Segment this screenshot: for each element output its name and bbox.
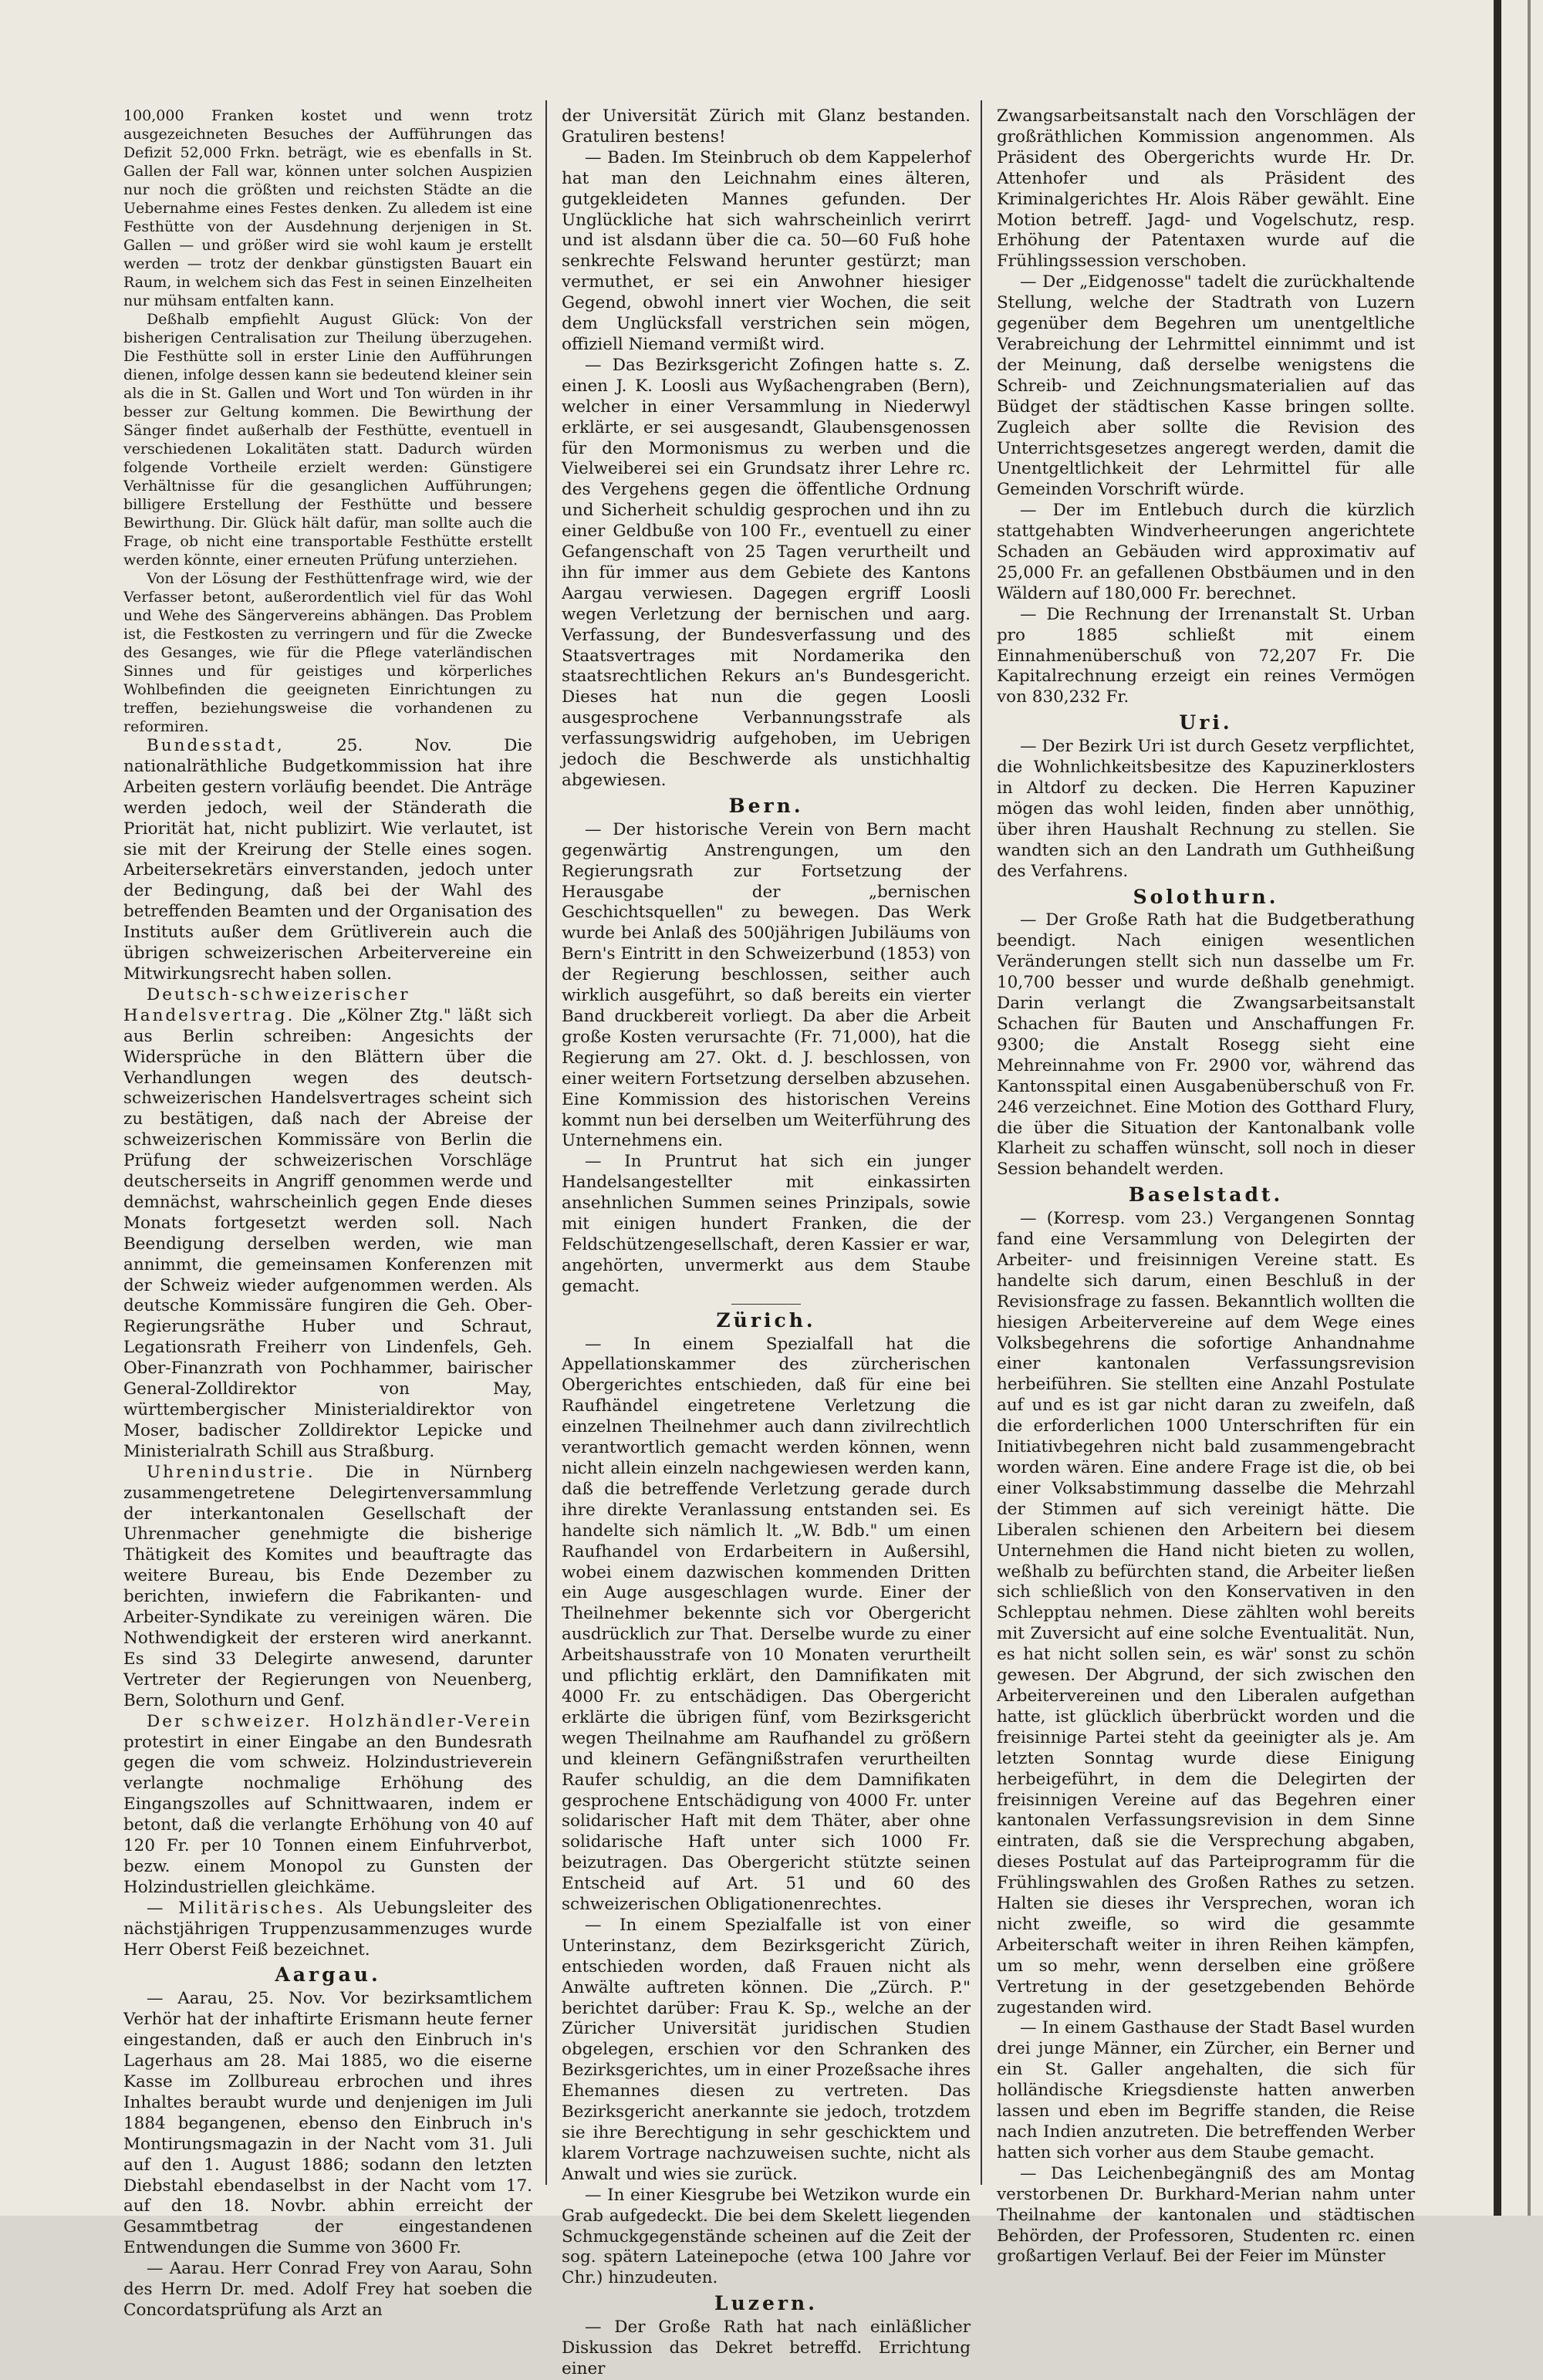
article-uhrenindustrie	[123, 1463, 532, 1712]
paragraph: — Der historische Verein von Bern macht gegenwärtig Anstrengungen, um den Regierungsrath zur Fortsetzung der Herausgabe der „bernischen Geschichtsquellen" zu bewegen. Das Werk wurde bei Anlaß des 500jährigen Jubiläums von Bern's Eintritt in den Schweizerbund (1853) von der Regierung beschlossen, seither auch wirklich ausgeführt, so daß bereits ein vierter Band druckbereit vorliegt. Da aber die Arbeit große Kosten verursachte (Fr. 71,000), hat die Regierung am 27. Okt. d. J. beschlossen, von einer weitern Fortsetzung derselben abzusehen. Eine Kommission des historischen Vereins kommt nun bei derselben um Weiterführung des Unternehmens ein.	[562, 819, 971, 1151]
article-lead: — Militärisches.	[147, 1898, 326, 1918]
article-body: 25. Nov. Die nationalräthliche Budgetkommission hat ihre Arbeiten gestern vorläufig beendet. Die Anträge werden jedoch, weil der Ständerath die Priorität hat, nicht publizirt. Wie verlautet, ist sie mit der Kreirung der Stelle eines sogen. Arbeitersekretärs einverstanden, jedoch unter der Bedingung, daß bei der Wahl des betreffenden Beamten und der Organisation des Instituts außer dem Grütliverein auch die übrigen schweizerischen Arbeitervereine ein Mitwirkungsrecht haben sollen.	[123, 736, 532, 984]
section-heading-uri: Uri.	[1179, 711, 1233, 734]
paragraph: — Die Rechnung der Irrenanstalt St. Urban pro 1885 schließt mit einem Einnahmenüberschuß von 72,207 Fr. Die Kapitalrechnung erzeigt ein reines Vermögen von 830,232 Fr.	[997, 604, 1415, 707]
column-rule	[545, 100, 547, 2185]
paragraph: — In einem Spezialfall hat die Appellationskammer des zürcherischen Obergerichtes entschieden, daß für eine bei Raufhändel eingetretene Verletzung die einzelnen Theilnehmer auch dann zivilrechtlich verantwortlich gemacht werden können, wenn nicht allein einzeln nachgewiesen werden kann, daß die betreffende Verletzung gerade durch ihre direkte Veranlassung entstanden sei. Es handelte sich nämlich lt. „W. Bdb." um einen Raufhandel von Erdarbeitern in Außersihl, wobei einem dazwischen kommenden Dritten ein Auge ausgeschlagen wurde. Einer der Theilnehmer bekennte sich vor Obergericht ausdrücklich zur That. Derselbe wurde zu einer Arbeitshausstrafe von 10 Monaten verurtheilt und pflichtig erklärt, den Damnifikaten mit 4000 Fr. zu entschädigen. Das Obergericht erklärte die übrigen fünf, vom Bezirksgericht wegen Theilnahme am Raufhandel zu größern und kleinern Gefängnißstrafen verurtheilten Raufer schuldig, an die dem Damnifikaten gesprochene Entschädigung von 4000 Fr. unter solidarischer Haft mit dem Thäter, aber ohne solidarische Haft unter sich 1000 Fr. beizutragen. Das Obergericht stützte seinen Entscheid auf Art. 51 und 60 des schweizerischen Obligationenrechtes.	[562, 1334, 971, 1915]
paragraph: der Universität Zürich mit Glanz bestanden. Gratuliren bestens!	[562, 106, 971, 147]
page-edge	[1494, 0, 1543, 2216]
article-militaerisches	[123, 1899, 532, 1961]
paragraph: — In Pruntrut hat sich ein junger Handelsangestellter mit einkassirten ansehnlichen Summen seines Prinzipals, sowie mit einigen hundert Franken, die der Feldschützengesellschaft, deren Kassier er war, angehörten, unvermerkt aus dem Staube gemacht.	[562, 1152, 971, 1296]
article-bundesstadt	[123, 736, 532, 985]
paragraph: 100,000 Franken kostet und wenn trotz ausgezeichneten Besuches der Aufführungen das Defizit 52,000 Frkn. beträgt, wie es ebenfalls in St. Gallen der Fall war, können unter solchen Auspizien nur noch die größten und reichsten Städte an die Uebernahme eines Festes denken. Zu alledem ist eine Festhütte von der Ausdehnung derjenigen in St. Gallen — und größer wird sie wohl kaum je erstellt werden — trotz der denkbar günstigsten Bauart ein Raum, in welchem sich das Fest in seinen Einzelheiten nur mühsam entfalten kann.	[123, 107, 532, 309]
paragraph: Deßhalb empfiehlt August Glück: Von der bisherigen Centralisation zur Theilung überzugehen. Die Festhütte soll in erster Linie den Aufführungen dienen, infolge dessen kann sie bedeutend kleiner sein als die in St. Gallen und Wort und Ton würden in ihr besser zur Geltung kommen. Die Bewirthung der Sänger findet außerhalb der Festhütte, eventuell in verschiedenen Lokalitäten statt. Dadurch würden folgende Vortheile erzielt werden: Günstigere Verhältnisse für die gesanglichen Aufführungen; billigere Erstellung der Festhütte und bessere Bewirthung. Dir. Glück hält dafür, man sollte auch die Frage, ob nicht eine transportable Festhütte erstellt werden könnte, einer erneuten Prüfung unterziehen.	[123, 311, 532, 569]
article-lead: Der schweizer. Holzhändler-Verein	[147, 1711, 532, 1731]
paragraph: Von der Lösung der Festhüttenfrage wird, wie der Verfasser betont, außerordentlich viel für das Wohl und Wehe des Sängervereins abhängen. Das Problem ist, die Festkosten zu verringern und für die Zwecke des Gesanges, wie für die Pflege vaterländischen Sinnes und für geistiges und körperliches Wohlbefinden die geeigneten Einrichtungen zu treffen, beziehungsweise die vorhandenen zu reformiren.	[123, 570, 532, 735]
article-handelsvertrag	[123, 985, 532, 1463]
paragraph: — Der Große Rath hat nach einläßlicher Diskussion das Dekret betreffd. Errichtung einer	[562, 2318, 971, 2378]
paragraph: — Der Große Rath hat die Budgetberathung beendigt. Nach einigen wesentlichen Veränderungen stellt sich nun dasselbe um Fr. 10,700 besser und wurde deßhalb genehmigt. Darin verlangt die Zwangsarbeitsanstalt Schachen für Bauten und Anschaffungen Fr. 9300; die Anstalt Rosegg sieht eine Mehreinnahme von Fr. 2900 vor, während das Kantonsspital einen Ausgabenüberschuß von Fr. 246 verzeichnet. Eine Motion des Gotthard Flury, die über die Situation der Kantonalbank volle Klarheit zu schaffen wünscht, soll noch in dieser Session behandelt werden.	[997, 910, 1415, 1180]
section-heading-bern: Bern.	[728, 794, 804, 817]
article-body: Als Uebungsleiter des nächstjährigen Truppenzusammenzuges wurde Herr Oberst Feiß bezeichnet.	[123, 1898, 532, 1960]
section-heading-baselstadt: Baselstadt.	[1128, 1183, 1284, 1207]
article-body: protestirt in einer Eingabe an den Bundesrath gegen die vom schweiz. Holzindustrieverein verlangte nochmalige Erhöhung des Eingangszolles auf Schnittwaaren, indem er betont, daß die verlangte Erhöhung von 40 auf 120 Fr. per 10 Tonnen einem Einfuhrverbot, bezw. einem Monopol zu Gunsten der Holzindustriellen gleichkäme.	[123, 1732, 532, 1897]
paragraph: — Aarau. Herr Conrad Frey von Aarau, Sohn des Herrn Dr. med. Adolf Frey hat soeben die Concordatsprüfung als Arzt an	[123, 2259, 532, 2320]
section-heading-aargau: Aargau.	[275, 1963, 381, 1987]
paragraph: — In einer Kiesgrube bei Wetzikon wurde ein Grab aufgedeckt. Die bei dem Skelett liegenden Schmuckgegenstände scheinen auf die Zeit der sog. spätern Lateinepoche (etwa 100 Jahre vor Chr.) hinzudeuten.	[562, 2185, 971, 2288]
column-rule	[981, 100, 982, 2185]
column-1	[123, 106, 532, 2320]
article-lead: Uhrenindustrie.	[147, 1462, 316, 1482]
section-heading-solothurn: Solothurn.	[1133, 885, 1279, 908]
section-heading-zuerich: Zürich.	[716, 1308, 816, 1332]
article-body: Die in Nürnberg zusammengetretene Delegirtenversammlung der interkantonalen Gesellschaft der Uhrenmacher genehmigte die bisherige Thätigkeit des Komites und beauftragte das weitere Bureau, bis Ende Dezember zu berichten, inwiefern die Fabrikanten- und Arbeiter-Syndikate zu vereinigen wären. Die Nothwendigkeit der ersteren wird anerkannt. Es sind 33 Delegirte anwesend, darunter Vertreter der Regierungen von Neuenberg, Bern, Solothurn und Genf.	[123, 1462, 532, 1710]
paragraph: — Das Bezirksgericht Zofingen hatte s. Z. einen J. K. Loosli aus Wyßachengraben (Bern), welcher in einer Versammlung in Niederwyl erklärte, er sei ausgesandt, Glaubensgenossen für den Mormonismus zu werben und die Vielweiberei sei ein Grundsatz ihrer Lehre rc. des Vergehens gegen die öffentliche Ordnung und Sicherheit schuldig gesprochen und ihn zu einer Geldbuße von 100 Fr., eventuell zu einer Gefangenschaft von 25 Tagen verurtheilt und ihn für immer aus dem Gebiete des Kantons Aargau verwiesen. Dagegen ergriff Loosli wegen Verletzung der bernischen und aarg. Verfassung, der Bundesverfassung und des Staatsvertrages mit Nordamerika den staatsrechtlichen Rekurs an's Bundesgericht. Dieses hat nun die gegen Loosli ausgesprochene Verbannungsstrafe als verfassungswidrig aufgehoben, im Uebrigen jedoch die Beschwerde als unstichhaltig abgewiesen.	[562, 355, 971, 790]
paragraph: — Das Leichenbegängniß des am Montag verstorbenen Dr. Burkhard-Merian nahm unter Theilnahme der kantonalen und städtischen Behörden, der Professoren, Studenten rc. einen großartigen Verlauf. Bei der Feier im Münster	[997, 2163, 1415, 2267]
article-holzhaendler	[123, 1712, 532, 1899]
column-3	[997, 106, 1415, 2267]
paragraph: — Aarau, 25. Nov. Vor bezirksamtlichem Verhör hat der inhaftirte Erismann heute ferner eingestanden, daß er auch den Einbruch in's Lagerhaus am 28. Mai 1885, wo die eiserne Kasse im Zollbureau erbrochen und ihres Inhaltes beraubt wurde und denjenigen im Juli 1884 begangenen, ebenso den Einbruch in's Montirungsmagazin in der Nacht vom 31. Juli auf den 1. August 1886; sodann den letzten Diebstahl ebendaselbst in der Nacht vom 17. auf den 18. Novbr. abhin erreicht der Gesammtbetrag der eingestandenen Entwendungen die Summe von 3600 Fr.	[123, 1989, 532, 2258]
paragraph: — Der „Eidgenosse" tadelt die zurückhaltende Stellung, welche der Stadtrath von Luzern gegenüber dem Begehren um unentgeltliche Verabreichung der Lehrmittel einnimmt und ist der Meinung, daß derselbe wenigstens die Schreib- und Zeichnungsmaterialien auf das Büdget der städtischen Kasse bringen sollte. Zugleich aber sollte die Revision des Unterrichtsgesetzes angeregt werden, damit die Unentgeltlichkeit der Lehrmittel für alle Gemeinden Vorschrift würde.	[997, 272, 1415, 500]
paragraph: Zwangsarbeitsanstalt nach den Vorschlägen der großräthlichen Kommission angenommen. Als Präsident des Obergerichts wurde Hr. Dr. Attenhofer und als Präsident des Kriminalgerichtes Hr. Alois Räber gewählt. Eine Motion betreff. Jagd- und Vogelschutz, resp. Erhöhung der Patentaxen wurde auf die Frühlingssession verschoben.	[997, 106, 1415, 272]
paragraph: — In einem Gasthause der Stadt Basel wurden drei junge Männer, ein Zürcher, ein Berner und ein St. Galler angehalten, die sich für holländische Kriegsdienste hatten anwerben lassen und eben im Begriffe standen, die Reise nach Indien anzutreten. Die betreffenden Werber hatten sich vorher aus dem Staube gemacht.	[997, 2018, 1415, 2162]
article-lead: Deutsch-schweizerischer Handelsvertrag.	[123, 984, 410, 1025]
paragraph: — Der im Entlebuch durch die kürzlich stattgehabten Windverheerungen angerichtete Schaden an Gebäuden wird approximativ auf 25,000 Fr. an gefallenen Obstbäumen und in den Wäldern auf 180,000 Fr. berechnet.	[997, 501, 1415, 603]
article-body: Die „Kölner Ztg." läßt sich aus Berlin schreiben: Angesichts der Widersprüche in den Blättern über die Verhandlungen wegen des deutsch-schweizerischen Handelsvertrages scheint sich zu bestätigen, daß nach der Abreise der schweizerischen Kommissäre von Berlin die Prüfung der schweizerischen Vorschläge deutscherseits in Angriff genommen werde und demnächst, wahrscheinlich gegen Ende dieses Monats fortgesetzt werden soll. Nach Beendigung derselben werden, wie man annimmt, die gemeinsamen Konferenzen mit der Schweiz wieder aufgenommen werden. Als deutsche Kommissäre fungiren die Geh. Ober-Regierungsräthe Huber und Schraut, Legationsrath Freiherr von Lindenfels, Geh. Ober-Finanzrath von Pochhammer, bairischer General-Zolldirektor von May, württembergischer Ministerialdirektor von Moser, badischer Zolldirektor Lepicke und Ministerialrath Schill aus Straßburg.	[123, 1005, 532, 1461]
paragraph: — Baden. Im Steinbruch ob dem Kappelerhof hat man den Leichnahm eines älteren, gutgekleideten Mannes gefunden. Der Unglückliche hat sich wahrscheinlich verirrt und ist alsdann über die ca. 50—60 Fuß hohe senkrechte Felswand herunter gestürzt; man vermuthet, er sei ein Anwohner hiesiger Gegend, obwohl innert vier Wochen, die seit dem Unglücksfall verstrichen sein mögen, offiziell Niemand vermißt wird.	[562, 147, 971, 354]
column-2	[562, 106, 971, 2378]
paragraph: — (Korresp. vom 23.) Vergangenen Sonntag fand eine Versammlung von Delegirten der Arbeiter- und freisinnigen Vereine statt. Es handelte sich darum, einen Beschluß in der Revisionsfrage zu fassen. Bekanntlich wollten die hiesigen Arbeitervereine auf dem Wege eines Volksbegehrens die sofortige Anhandnahme einer kantonalen Verfassungsrevision herbeiführen. Sie stellten eine Anzahl Postulate auf und es ist gar nicht daran zu zweifeln, daß die erforderlichen 1000 Unterschriften für ein Initiativbegehren nicht bald zusammengebracht worden wären. Eine andere Frage ist die, ob bei einer Volksabstimmung dasselbe die Mehrzahl der Stimmen auf sich vereinigt hätte. Die Liberalen schienen den Arbeitern bei diesem Unternehmen die Hand nicht bieten zu wollen, weßhalb zu befürchten stand, die Arbeiter ließen sich schließlich von den Konservativen in den Schlepptau nehmen. Diese zählten wohl bereits mit Zuversicht auf eine solche Eventualität. Nun, es hat nicht sollen sein, es wär' sonst zu schön gewesen. Der Abgrund, der sich zwischen den Arbeitervereinen und den Liberalen aufgethan hatte, ist glücklich überbrückt worden und die freisinnige Partei steht da geeinigter als je. Am letzten Sonntag wurde diese Einigung herbeigeführt, in dem die Delegirten der freisinnigen Vereine auf das Begehren einer kantonalen Verfassungsrevision in dem Sinne eintraten, daß sie die Versprechung abgaben, dieses Postulat auf das Parteiprogramm für die Frühlingswahlen des Großen Rathes zu setzen. Halten sie dieses ihr Versprechen, woran ich nicht zweifle, so wird die gesammte Arbeiterschaft weiter in ihren Reihen kämpfen, um so mehr, wenn derselben eine größere Vertretung in der gesetzgebenden Behörde zugestanden wird.	[997, 1209, 1415, 2017]
section-heading-luzern: Luzern.	[714, 2292, 818, 2315]
section-divider	[731, 1304, 801, 1305]
paragraph: — Der Bezirk Uri ist durch Gesetz verpflichtet, die Wohnlichkeitsbesitze des Kapuzinerklosters in Altdorf zu decken. Die Herren Kapuziner mögen das wohl leiden, finden aber unnöthig, über ihren Haushalt Rechnung zu stellen. Sie wandten sich an den Landrath um Guthheißung des Verfahrens.	[997, 737, 1415, 881]
paragraph: — In einem Spezialfalle ist von einer Unterinstanz, dem Bezirksgericht Zürich, entschieden worden, daß Frauen nicht als Anwälte auftreten können. Die „Zürch. P." berichtet darüber: Frau K. Sp., welche an der Züricher Universität juridischen Studien obgelegen, erschien vor den Schranken des Bezirksgerichtes, um in einer Prozeßsache ihres Ehemannes diesen zu vertreten. Das Bezirksgericht anerkannte sie jedoch, trotzdem sie ihre Berechtigung in sehr geschicktem und klarem Vortrage nachzuweisen suchte, nicht als Anwalt und wies sie zurück.	[562, 1915, 971, 2184]
article-lead: Bundesstadt,	[147, 736, 285, 755]
